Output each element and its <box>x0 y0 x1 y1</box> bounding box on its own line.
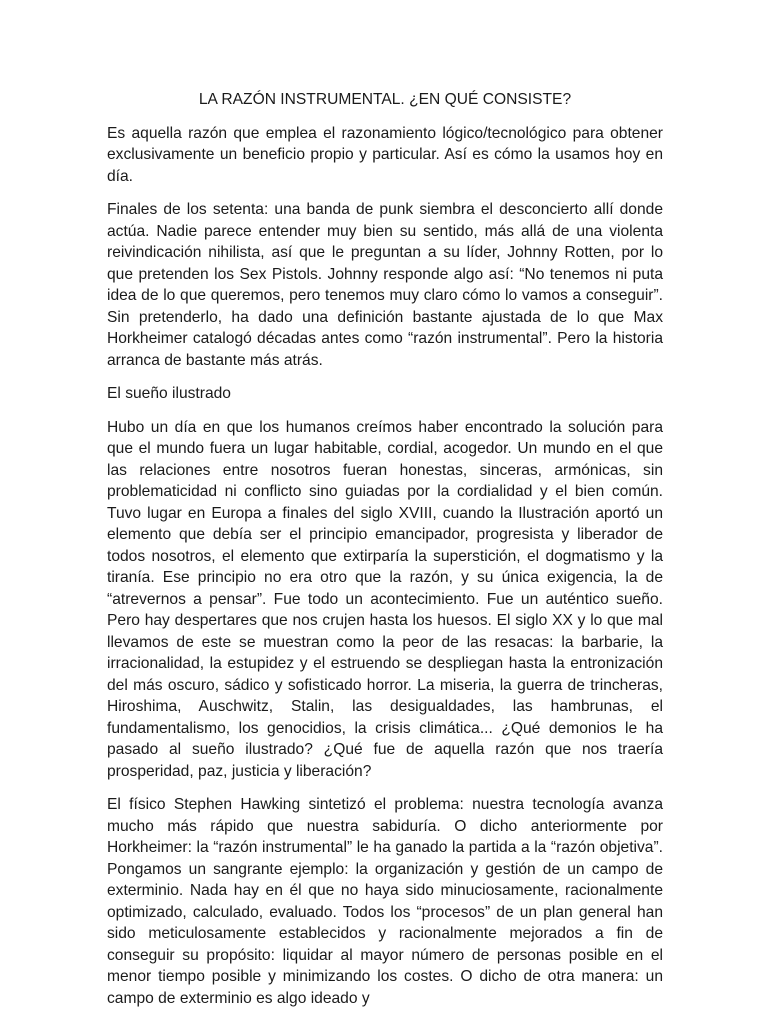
document-title: LA RAZÓN INSTRUMENTAL. ¿EN QUÉ CONSISTE? <box>198 91 572 108</box>
intro-paragraph: Es aquella razón que emplea el razonamiento lógico/tecnológico para obtener exclusivamente un beneficio propio y particular. Así es cómo la usamos hoy en día. <box>107 124 663 185</box>
document-body <box>107 89 663 1021</box>
enlightenment-paragraph: Hubo un día en que los humanos creímos haber encontrado la solución para que el mundo fuera un lugar habitable, cordial, acogedor. Un mundo en el que las relaciones entre nosotros fueran honestas, sinceras, armónicas, sin problematicidad ni conflicto sino guiadas por la cordialidad y el bien común. Tuvo lugar en Europa a finales del siglo XVIII, cuando la Ilustración aportó un elemento que debía ser el principio emancipador, progresista y liberador de todos nosotros, el elemento que extirparía la superstición, el dogmatismo y la tiranía. Ese principio no era otro que la razón, y su única exigencia, la de “atrevernos a pensar”. Fue todo un acontecimiento. Fue un auténtico sueño. Pero hay despertares que nos crujen hasta los huesos. El siglo XX y lo que mal llevamos de este se muestran como la peor de las resacas: la barbarie, la irracionalidad, la estupidez y el estruendo se despliegan hasta la entronización del más oscuro, sádico y sofisticado horror. La miseria, la guerra de trincheras, Hiroshima, Auschwitz, Stalin, las desigualdades, las hambrunas, el fundamentalismo, los genocidios, la crisis climática... ¿Qué demonios le ha pasado al sueño ilustrado? ¿Qué fue de aquella razón que nos traería prosperidad, paz, justicia y liberación? <box>107 418 663 780</box>
sex-pistols-paragraph: Finales de los setenta: una banda de punk siembra el desconcierto allí donde actúa. Nadie parece entender muy bien su sentido, más allá de una violenta reivindicación nihilista, así que le preguntan a su líder, Johnny Rotten, por lo que pretenden los Sex Pistols. Johnny responde algo así: “No tenemos ni puta idea de lo que queremos, pero tenemos muy claro cómo lo vamos a conseguir”. Sin pretenderlo, ha dado una definición bastante ajustada de lo que Max Horkheimer catalogó décadas antes como “razón instrumental”. Pero la historia arranca de bastante más atrás. <box>107 201 663 369</box>
section-heading: El sueño ilustrado <box>107 385 231 402</box>
hawking-paragraph: El físico Stephen Hawking sintetizó el problema: nuestra tecnología avanza mucho más rápido que nuestra sabiduría. O dicho anteriormente por Horkheimer: la “razón instrumental” le ha ganado la partida a la “razón objetiva”. Pongamos un sangrante ejemplo: la organización y gestión de un campo de exterminio. Nada hay en él que no haya sido minuciosamente, racionalmente optimizado, calculado, evaluado. Todos los “procesos” de un plan general han sido meticulosamente establecidos y racionalmente mejorados a fin de conseguir su propósito: liquidar al mayor número de personas posible en el menor tiempo posible y minimizando los costes. O dicho de otra manera: un campo de exterminio es algo ideado y <box>107 796 663 1007</box>
